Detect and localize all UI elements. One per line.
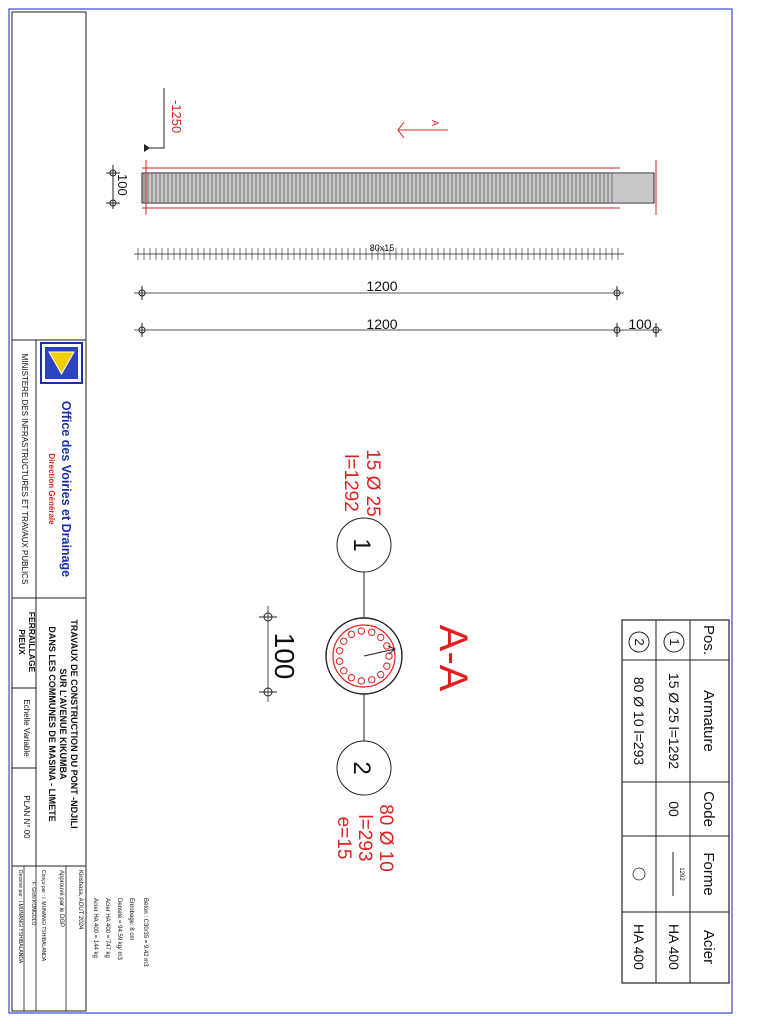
bar-schedule-table — [622, 620, 729, 983]
note-concrete: Béton : C30/35 = 9.42 m3 — [142, 898, 148, 967]
position-bubble-2-label: 2 — [348, 761, 375, 775]
pile-body — [142, 173, 654, 203]
schedule-row1-pos: 1 — [667, 638, 682, 646]
office-name: Office des Voiries et Drainage — [59, 400, 73, 578]
note-steel-2: Acier HA 400 = 144 kg — [92, 898, 98, 958]
sheet-title-line-2: PIEUX — [17, 629, 27, 655]
bar1-label-line1: 15 Ø 25 — [362, 449, 383, 517]
project-line-1: TRAVAUX DE CONSTRUCTION DU PONT -NDJILI — [69, 619, 79, 829]
schedule-row2-acier: HA 400 — [631, 924, 647, 970]
project-line-2: SUR L'AVENUE KIKUMBA — [58, 668, 68, 780]
bar2-label-line3: e=15 — [333, 816, 354, 860]
diameter-label: 100 — [269, 632, 300, 680]
schedule-header-acier: Acier — [700, 929, 717, 965]
schedule-header-code: Code — [700, 791, 717, 827]
section-title: A-A — [431, 624, 475, 692]
drawn-by: Dessiné par : I.MUNANGI TSHIBALANDA — [17, 870, 23, 964]
bar2-label-line1: 80 Ø 10 — [375, 804, 396, 872]
designed-by: Conçu par : I. MUNANGI TSHIBALANDA — [40, 870, 46, 962]
pile-elevation — [106, 88, 662, 337]
scale-label: Echelle Variable — [22, 699, 31, 757]
schedule-row1-code: 00 — [666, 801, 682, 817]
position-bubble-1-label: 1 — [348, 538, 375, 552]
office-direction: Direction Générale — [47, 453, 56, 525]
sheet-title-line-1: FERRAILLAGE — [27, 611, 37, 673]
schedule-row1-acier: HA 400 — [666, 924, 682, 970]
ministry-name: MINISTERE DES INFRASTRUCTURES ET TRAVAUX PUBLICS — [20, 353, 29, 585]
schedule-header-forme: Forme — [700, 852, 717, 896]
note-density: Densité = 94.59 kg/ m3 — [116, 898, 122, 960]
schedule-row1-forme-length: 1292 — [678, 867, 684, 881]
dimension-label-tip: 100 — [628, 316, 652, 332]
bar1-label-line2: l=1292 — [340, 454, 361, 512]
project-line-3: DANS LES COMMUNES DE MASINA - LIMETE — [47, 626, 57, 822]
schedule-row2-armature: 80 Ø 10 l=293 — [631, 676, 647, 766]
bar2-label-line2: l=293 — [354, 814, 375, 862]
dimension-label-upper: 1200 — [366, 278, 398, 294]
plan-number: PLAN N° 00 — [22, 795, 31, 839]
schedule-row1-armature: 15 Ø 25 l=1292 — [666, 672, 682, 770]
approved-by: Approuvé par le DGP — [58, 870, 64, 928]
level-marker — [147, 88, 164, 148]
level-label: -1250 — [169, 100, 184, 134]
designed-by-2: F. Gishi KONGOLO — [30, 882, 36, 926]
schedule-header-pos: Pos. — [700, 624, 717, 656]
level-arrow-icon — [144, 144, 150, 152]
note-steel-1: Acier HA 400 = 747 kg — [104, 898, 110, 958]
section-mark-label: A — [430, 120, 440, 127]
schedule-row2-pos: 2 — [632, 638, 647, 646]
section-aa — [259, 449, 475, 872]
spiral-label: 80x15 — [369, 243, 395, 253]
dimension-label-lower: 1200 — [366, 316, 398, 332]
note-cover: Enrobage: 8 cm — [128, 898, 134, 941]
date-place: Kinshasa, AOUT 2024 — [77, 870, 83, 930]
pile-width-label: 100 — [115, 174, 130, 196]
schedule-header-armature: Armature — [700, 690, 717, 752]
title-block — [12, 12, 148, 1011]
schedule-row2-forme-stirrup-icon — [633, 868, 645, 880]
